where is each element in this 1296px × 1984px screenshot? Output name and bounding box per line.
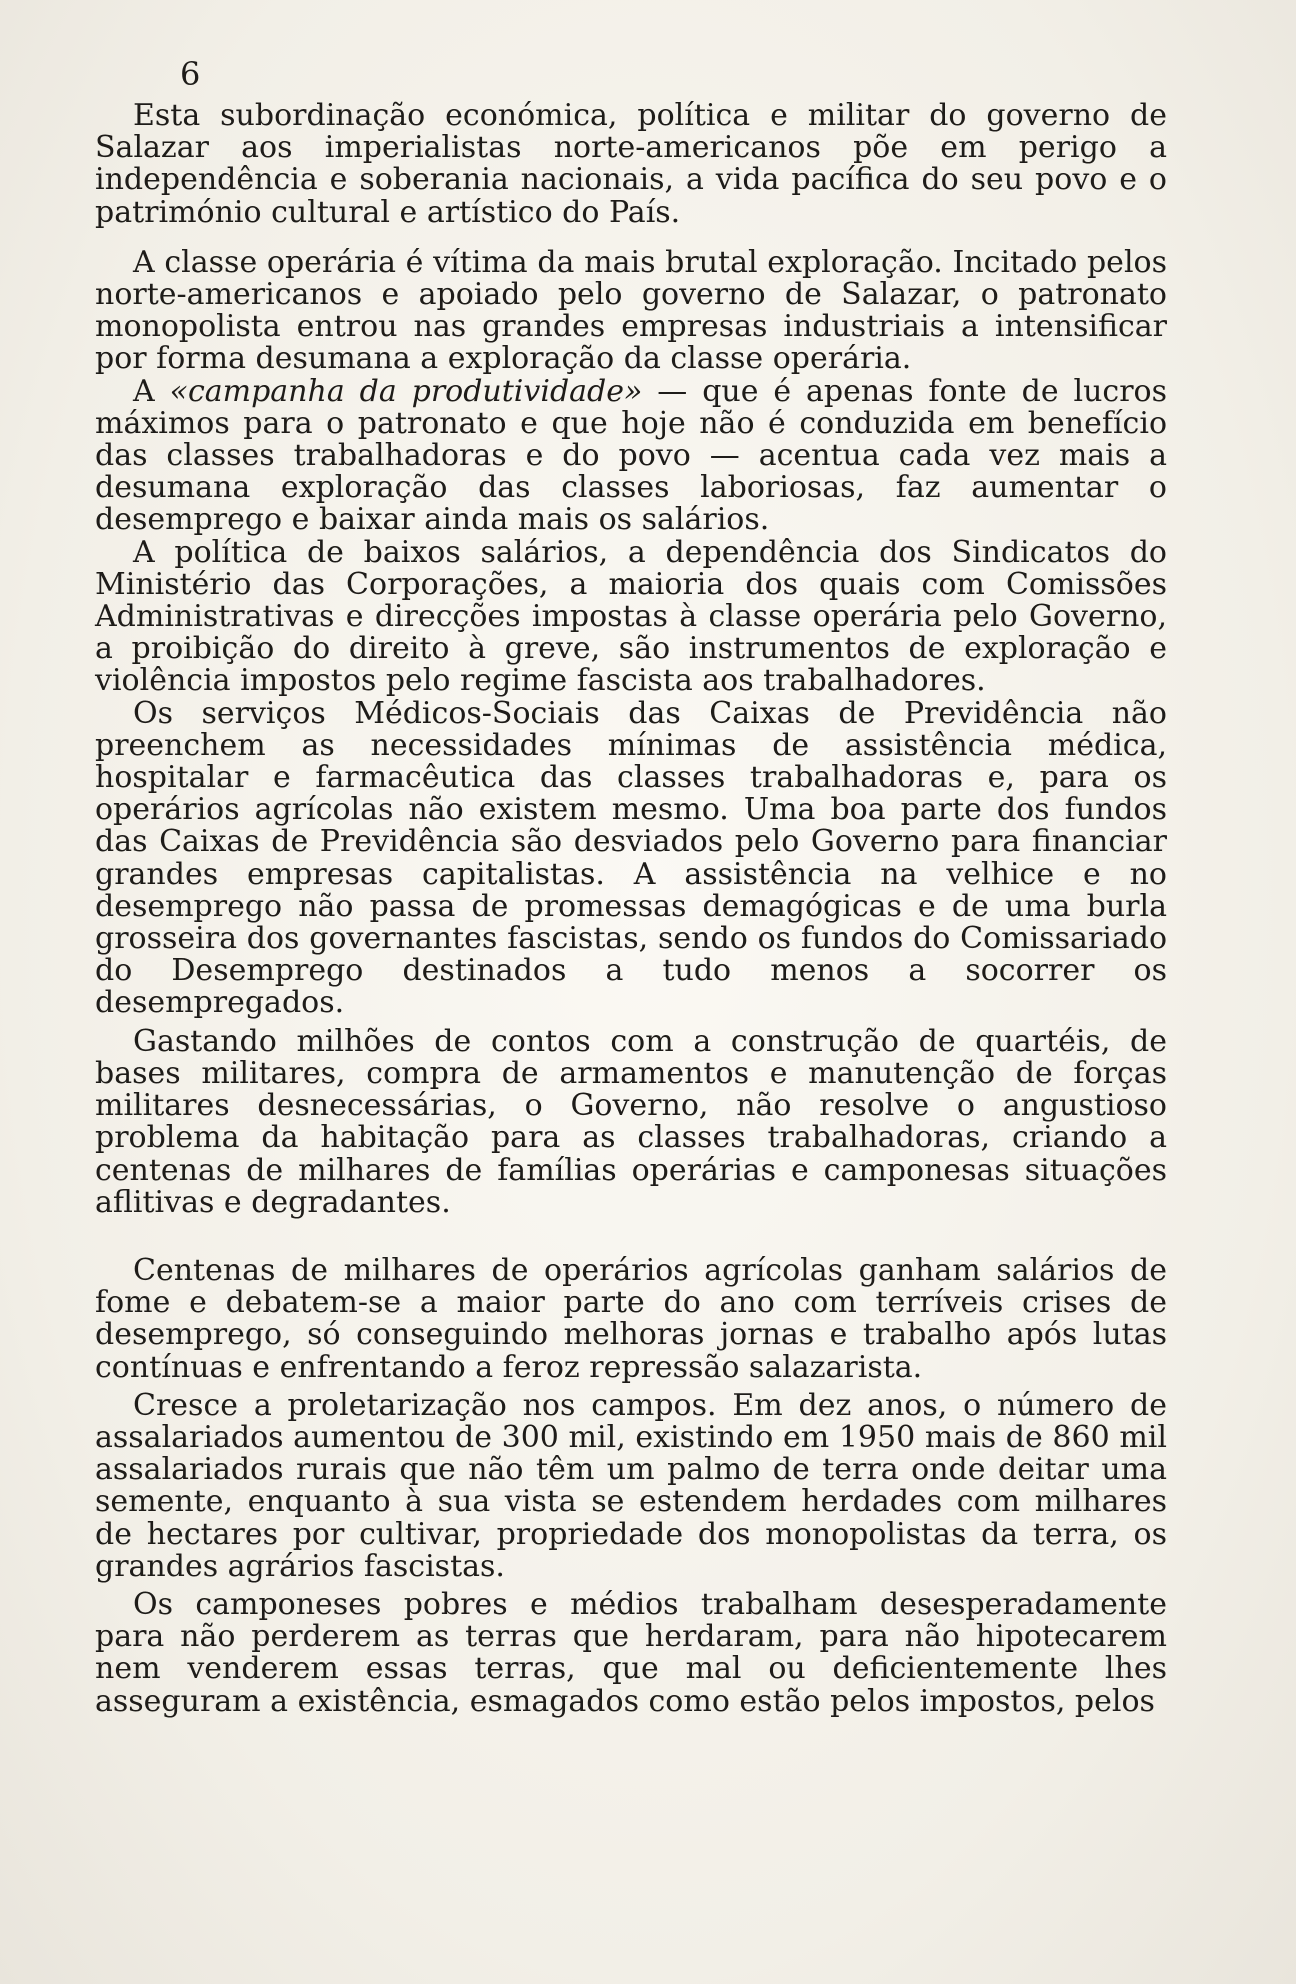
paragraph: [95, 373, 1168, 538]
paragraph: Cresce a proletarização nos campos. Em dez anos, o número de assalariados aumentou de 300 mil, existindo em 1950 mais de 860 mil assalariados rurais que não têm um palmo de terra onde deitar uma semente, enquanto à sua vista se estendem herdades com milhares de hectares por cultivar, propriedade dos monopolistas da terra, os grandes agrários fascistas.: [95, 1387, 1167, 1584]
paragraph-rest: — que é apenas fonte de lucros máximos para o patronato e que hoje não é conduzida em benefício das classes trabalhadoras e do povo — acentua cada vez mais a desumana exploração das classes laboriosas, faz aumentar o desemprego e baixar ainda mais os salários.: [95, 373, 1168, 538]
quoted-campaign-title: «campanha da produtividade»: [169, 373, 643, 409]
paragraph-lead: A: [133, 373, 170, 409]
paragraph: Os serviços Médicos-Sociais das Caixas de Previdência não preenchem as necessidades mínimas de assistência médica, hospitalar e farmacêutica das classes trabalhadoras e, para os operários agrícolas não existem mesmo. Uma boa parte dos fundos das Caixas de Previdência são desviados pelo Governo para financiar grandes empresas capitalistas. A assistência na velhice e no desemprego não passa de promessas demagógicas e de uma burla grosseira dos governantes fascistas, sendo os fundos do Comissariado do Desemprego destinados a tudo menos a socorrer os desempregados.: [95, 695, 1167, 1021]
paragraph: Os camponeses pobres e médios trabalham desesperadamente para não perderem as terras que herdaram, para não hipotecarem nem venderem essas terras, que mal ou deficientemente lhes asseguram a existência, esmagados como estão pelos impostos, pelos: [95, 1586, 1167, 1719]
paragraph: Gastando milhões de contos com a construção de quartéis, de bases militares, compra de armamentos e manutenção de forças militares desnecessárias, o Governo, não resolve o angustioso problema da habitação para as classes trabalhadoras, criando a centenas de milhares de famílias operárias e camponesas situações aflitivas e degradantes.: [95, 1023, 1167, 1220]
paragraph: Centenas de milhares de operários agrícolas ganham salários de fome e debatem-se a maior parte do ano com terríveis crises de desemprego, só conseguindo melhoras jornas e trabalho após lutas contínuas e enfrentando a feroz repressão salazarista.: [95, 1252, 1167, 1385]
page-number: 6: [180, 55, 201, 93]
paragraph: Esta subordinação económica, política e militar do governo de Salazar aos imperialistas norte-americanos põe em perigo a independência e soberania nacionais, a vida pacífica do seu povo e o património cultural e artístico do País.: [95, 98, 1167, 230]
body-text: [95, 100, 1167, 1718]
paragraph: A classe operária é vítima da mais brutal exploração. Incitado pelos norte-americanos e apoiado pelo governo de Salazar, o patronato monopolista entrou nas grandes empresas industriais a intensificar por forma desumana a exploração da classe operária.: [95, 244, 1167, 377]
paragraph: A política de baixos salários, a dependência dos Sindicatos do Ministério das Corporações, a maioria dos quais com Comissões Administrativas e direcções impostas à classe operária pelo Governo, a proibição do direito à greve, são instrumentos de exploração e violência impostos pelo regime fascista aos trabalhadores.: [95, 534, 1167, 699]
